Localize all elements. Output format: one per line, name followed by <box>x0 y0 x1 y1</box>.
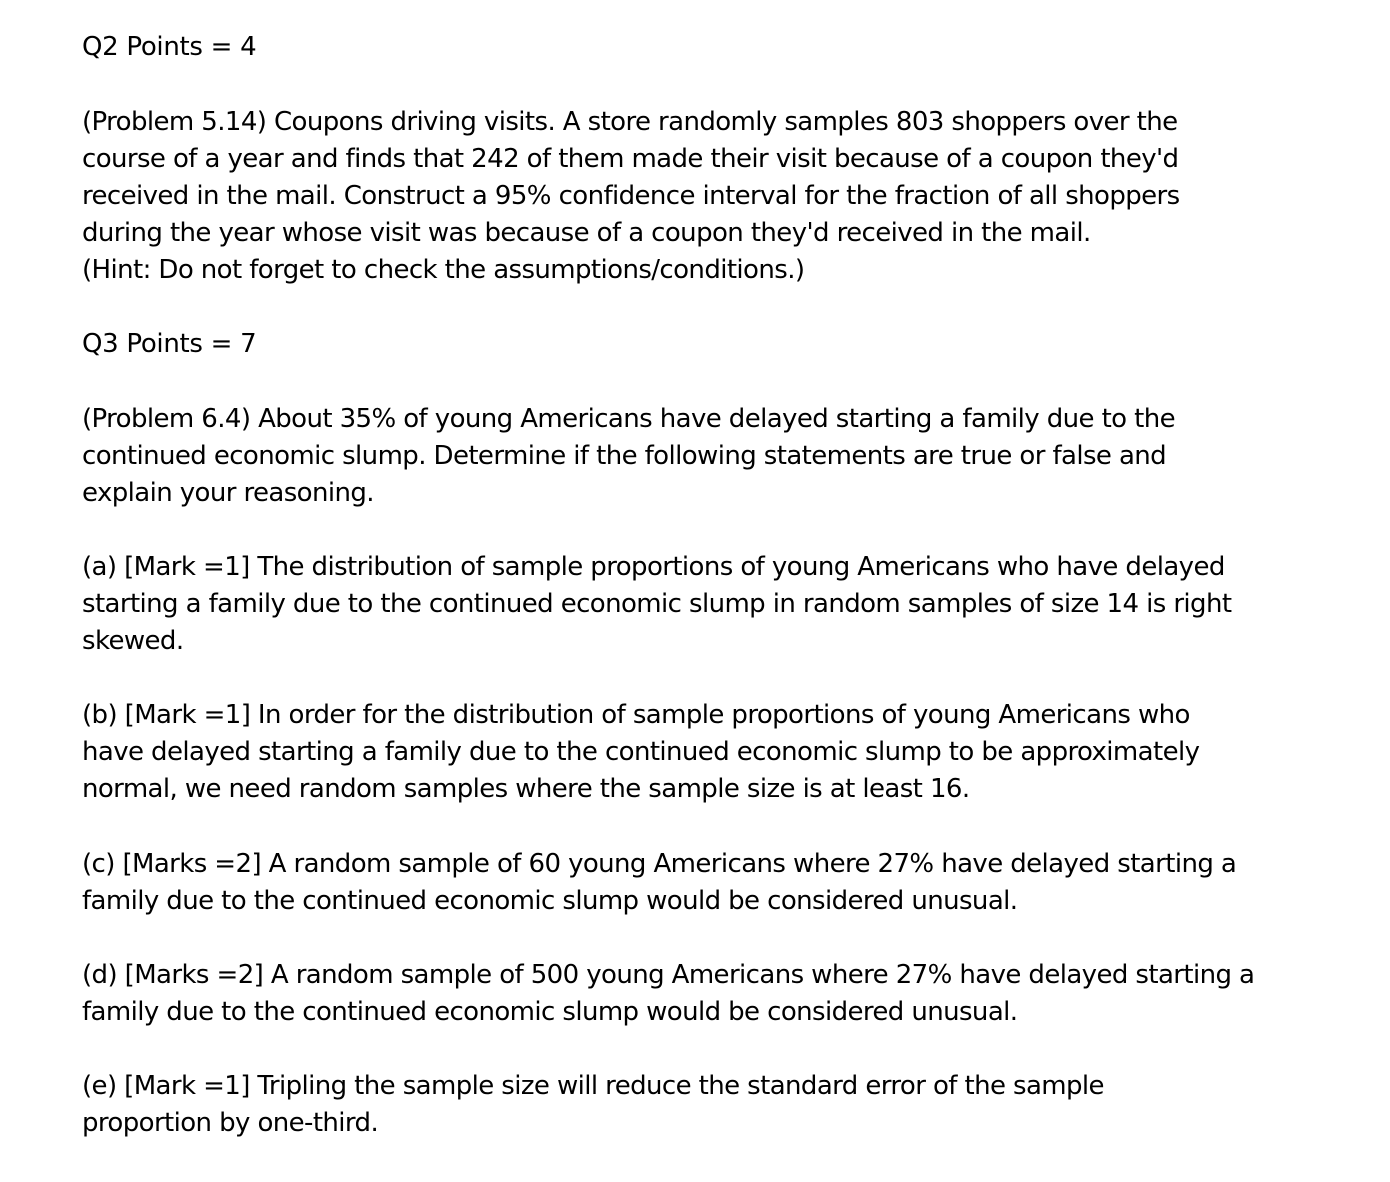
q3-part-a-line: (a) [Mark =1] The distribution of sample proportions of young Americans who have delayed <box>82 552 1225 582</box>
q3-points-heading: Q3 Points = 7 <box>82 329 257 359</box>
q3-part-b-line: (b) [Mark =1] In order for the distribution of sample proportions of young Americans who <box>82 700 1190 730</box>
q2-body-line: course of a year and finds that 242 of them made their visit because of a coupon they'd <box>82 144 1179 174</box>
q2-body-line: received in the mail. Construct a 95% confidence interval for the fraction of all shoppers <box>82 181 1180 211</box>
q2-body-line: (Problem 5.14) Coupons driving visits. A store randomly samples 803 shoppers over the <box>82 107 1178 137</box>
q2-body-line: during the year whose visit was because of a coupon they'd received in the mail. <box>82 218 1091 248</box>
q3-part-d-line: family due to the continued economic slump would be considered unusual. <box>82 997 1018 1027</box>
q3-part-b-line: normal, we need random samples where the sample size is at least 16. <box>82 774 970 804</box>
q3-intro-line: (Problem 6.4) About 35% of young Americans have delayed starting a family due to the <box>82 404 1176 434</box>
q3-part-e-line: (e) [Mark =1] Tripling the sample size will reduce the standard error of the sample <box>82 1071 1104 1101</box>
q3-intro-line: explain your reasoning. <box>82 478 374 508</box>
q3-part-c-line: (c) [Marks =2] A random sample of 60 young Americans where 27% have delayed starting a <box>82 849 1237 879</box>
q2-points-heading: Q2 Points = 4 <box>82 32 257 62</box>
q3-part-a-line: starting a family due to the continued economic slump in random samples of size 14 is right <box>82 589 1232 619</box>
q3-intro-line: continued economic slump. Determine if the following statements are true or false and <box>82 441 1167 471</box>
q2-hint-line: (Hint: Do not forget to check the assumptions/conditions.) <box>82 255 805 285</box>
q3-part-c-line: family due to the continued economic slump would be considered unusual. <box>82 886 1018 916</box>
q3-part-b-line: have delayed starting a family due to the continued economic slump to be approximately <box>82 737 1200 767</box>
q3-part-e-line: proportion by one-third. <box>82 1108 379 1138</box>
q3-part-d-line: (d) [Marks =2] A random sample of 500 young Americans where 27% have delayed starting a <box>82 960 1255 990</box>
q3-part-a-line: skewed. <box>82 626 184 656</box>
